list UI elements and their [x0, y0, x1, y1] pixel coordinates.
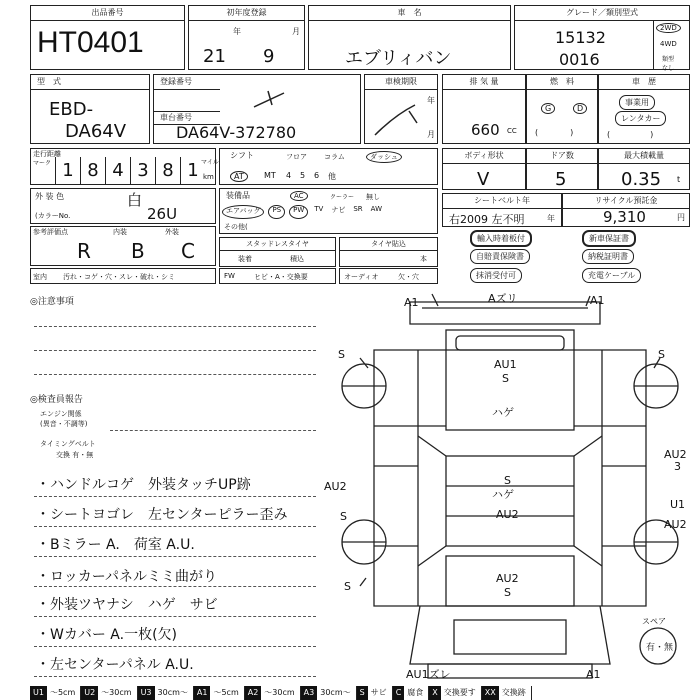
doc-import-plate: 輸入時着板付: [470, 230, 532, 247]
displacement-label: 排 気 量: [443, 75, 525, 90]
history-rental: レンタカー: [615, 111, 666, 126]
legend-value: ～5cm: [210, 686, 244, 700]
audio-options: 欠・穴: [398, 273, 419, 281]
equip-ps: PS: [268, 205, 285, 219]
grade-label: グレード／類別型式: [515, 6, 689, 21]
model-code: 0016: [559, 50, 600, 69]
report-text: ・シートヨゴレ 左センターピラー歪み: [36, 507, 288, 523]
fuel-diesel: D: [573, 103, 587, 114]
color-code: 26U: [147, 205, 178, 223]
audio-label: オーディオ: [344, 273, 379, 281]
damage-legend: [30, 686, 700, 700]
tire-unit: 本: [420, 255, 427, 263]
notes-title: ◎注意事項: [30, 297, 74, 307]
shift-mt: MT: [264, 171, 276, 180]
timing-options: 交換 有・無: [56, 451, 94, 459]
recycle-box: [562, 193, 690, 227]
equip-aw: AW: [370, 205, 382, 213]
note-line: [110, 430, 316, 431]
drive-column: [653, 20, 690, 70]
mileage-label: 走行距離: [33, 150, 61, 158]
mark-mid-s: S: [504, 474, 511, 487]
legend-key: U2: [81, 686, 98, 700]
color-code-label: (カラーNo.: [35, 212, 71, 220]
body-type: V: [477, 169, 490, 190]
displacement-unit: CC: [507, 127, 517, 135]
inspection-month-unit: 月: [427, 130, 435, 139]
body-type-label: ボディ形状: [443, 149, 525, 164]
engine-sub: (異音・不調等): [40, 420, 88, 428]
history-blank: ( ): [607, 130, 654, 139]
studless-mounted: 装着: [238, 255, 252, 263]
registration-label: 登録番号: [154, 75, 220, 90]
note-line: [34, 374, 316, 375]
report-line: [34, 676, 316, 677]
equip-sr: SR: [353, 205, 363, 213]
legend-value: 30cm～: [155, 686, 194, 700]
equip-airbag: エアバッグ: [222, 205, 264, 219]
color-box: [30, 188, 216, 224]
equip-none: 無し: [366, 193, 380, 201]
lot-number: HT0401: [37, 26, 144, 59]
inspection-box: [364, 74, 438, 144]
registration-month: 9: [263, 46, 275, 67]
mark-right-3: 3: [674, 460, 681, 473]
legend-key: S: [357, 686, 368, 700]
studless-label: スタッドレスタイヤ: [220, 238, 335, 251]
registration-year: 21: [203, 46, 226, 67]
seatbelt-unit: 年: [547, 214, 555, 223]
car-name-box: [308, 5, 511, 70]
recycle-unit: 円: [677, 213, 685, 222]
doors-value: 5: [555, 169, 567, 190]
mark-roof-au1: AU1: [494, 358, 517, 371]
history-label: 車 歴: [599, 75, 689, 90]
mileage-digit: 1: [180, 157, 205, 185]
interior-score: B: [131, 239, 145, 263]
tire-box: [339, 237, 438, 267]
legend-key: U3: [138, 686, 155, 700]
model-type-box: [30, 74, 150, 144]
legend-value: ～5cm: [47, 686, 81, 700]
shift-floor: フロア: [286, 153, 307, 161]
front-bumper-outline: [410, 302, 600, 324]
seatbelt-box: [442, 193, 562, 227]
meter-mark-label: マーク: [33, 160, 52, 167]
room-options: 汚れ・コゲ・穴・スレ・破れ・シミ: [63, 273, 175, 281]
report-line: [34, 496, 316, 497]
equip-cooler: クーラー: [330, 194, 355, 201]
evaluation-label: 参考評価点: [33, 228, 68, 236]
lot-number-box: [30, 5, 185, 70]
exterior-score: C: [181, 239, 195, 263]
exterior-label: 外装: [165, 228, 179, 236]
mark-bottom-au2: AU2: [496, 572, 519, 585]
model-type-2: DA64V: [65, 121, 127, 142]
seatbelt-value: 右2009 左不明: [449, 213, 525, 226]
mileage-digit: 4: [105, 157, 130, 185]
audio-box: [339, 268, 438, 284]
legend-key: C: [393, 686, 405, 700]
equip-other: その他(: [224, 223, 248, 231]
equipment-row: [220, 205, 386, 219]
tire-label: タイヤ貼込: [340, 238, 437, 251]
mark-left-au2: AU2: [324, 480, 347, 493]
displacement-box: [442, 74, 526, 144]
equipment-box: [219, 188, 438, 234]
displacement-value: 660: [471, 121, 500, 139]
fuel-box: [526, 74, 598, 144]
mark-bottom-s: S: [504, 586, 511, 599]
mark-right-au2-bot: AU2: [664, 518, 687, 531]
vehicle-diagram: [320, 286, 700, 686]
mark-roof-sub: ハゲ: [492, 406, 514, 419]
mileage-unit-km: km: [203, 173, 214, 181]
fw-label: FW: [224, 272, 235, 280]
report-line: [34, 646, 316, 647]
chassis-number: DA64V-372780: [176, 123, 297, 142]
timing-label: タイミングベルト: [40, 440, 96, 448]
shift-box: [219, 148, 438, 185]
registration-box: [153, 74, 361, 144]
drive-other: 類型 なし: [662, 56, 675, 72]
shift-4: 4: [286, 171, 292, 180]
engine-label: エンジン関係: [40, 410, 82, 418]
fuel-gasoline: G: [541, 103, 555, 114]
mark-top-center: Aズリ: [488, 292, 518, 305]
cabin-outline: [446, 456, 574, 546]
doc-warranty: 新車保証書: [582, 230, 636, 247]
max-load: 0.35: [621, 169, 662, 190]
equipment-label: 装備品: [226, 191, 250, 200]
report-text: ・外装ツヤナシ ハゲ サビ: [36, 597, 218, 613]
interior-label: 内装: [113, 228, 127, 236]
mark-tr-s: S: [658, 348, 665, 361]
spare-options: 有・無: [646, 643, 674, 653]
model-type-label: 型 式: [31, 75, 149, 90]
mileage-digit: 1: [55, 157, 80, 185]
note-line: [34, 350, 316, 351]
body-type-box: [442, 148, 526, 190]
legend-key: A1: [194, 686, 211, 700]
car-name: エブリィバン: [345, 48, 452, 69]
lot-number-label: 出品番号: [31, 6, 184, 21]
fuel-blank: ( ): [535, 128, 574, 137]
shift-at: AT: [230, 171, 248, 182]
report-title: ◎検査員報告: [30, 395, 83, 405]
recycle-label: リサイクル預託金: [563, 194, 689, 209]
mark-mid-sub: ハゲ: [492, 488, 514, 501]
max-load-box: [598, 148, 690, 190]
legend-value: 交換跡: [499, 686, 532, 700]
report-text: ・ロッカーパネルミミ曲がり: [36, 569, 218, 585]
report-text: ・左センターパネル A.U.: [36, 657, 194, 673]
evaluation-score: R: [77, 239, 91, 263]
mark-bottom-right: A1: [586, 668, 601, 681]
mark-top-left: A1: [404, 296, 419, 309]
legend-value: 腐食: [404, 686, 429, 700]
mileage-digit: 8: [155, 157, 180, 185]
shift-other: 他: [328, 172, 336, 181]
seatbelt-label: シートベルト年: [443, 194, 561, 209]
spare-label: スペア: [642, 617, 666, 626]
mark-mid-au2: AU2: [496, 508, 519, 521]
mark-tl-s: S: [338, 348, 345, 361]
report-text: ・Wカバー A.一枚(欠): [36, 627, 177, 643]
recycle-value: 9,310: [603, 208, 646, 226]
studless-box: [219, 237, 336, 267]
legend-value: 交換要す: [441, 686, 482, 700]
report-line: [34, 556, 316, 557]
shift-dash: ダッシュ: [366, 151, 402, 163]
fw-options: ヒビ・A・交換要: [254, 273, 308, 281]
legend-value: ～30cm: [98, 686, 137, 700]
inspection-label: 車検期限: [365, 75, 437, 90]
fw-box: [219, 268, 336, 284]
mileage-digit: 8: [80, 157, 105, 185]
note-line: [34, 326, 316, 327]
legend-key: A3: [301, 686, 318, 700]
mileage-box: [30, 148, 219, 185]
legend-value: サビ: [368, 686, 393, 700]
shift-column: コラム: [324, 153, 345, 161]
doc-insurance: 自賠責保険書: [470, 249, 530, 264]
equip-pw: PW: [289, 205, 308, 219]
car-name-label: 車 名: [309, 6, 510, 21]
legend-value: 30cm～: [317, 686, 356, 700]
first-registration-label: 初年度登録: [189, 6, 304, 21]
grade-code: 15132: [555, 28, 606, 47]
model-type-1: EBD-: [49, 99, 94, 120]
color-label: 外 装 色: [35, 192, 65, 201]
drive-2wd: 2WD: [656, 23, 681, 33]
shift-6: 6: [314, 171, 320, 180]
equip-navi: ナビ: [331, 206, 346, 214]
legend-key: A2: [245, 686, 262, 700]
legend-value: ～30cm: [261, 686, 300, 700]
max-load-label: 最大積載量: [599, 149, 689, 164]
registration-strike-icon: [154, 75, 362, 111]
mileage-unit-mile: マイル: [201, 159, 219, 166]
room-label: 室内: [33, 273, 47, 281]
mark-bottom-left: AU1ズレ: [406, 668, 451, 681]
shift-label: シフト: [230, 151, 254, 160]
fuel-label: 燃 料: [527, 75, 597, 90]
history-business: 事業用: [619, 95, 655, 110]
doc-cancel: 抹消受付可: [470, 268, 522, 283]
mark-left-s: S: [340, 510, 347, 523]
evaluation-box: [30, 226, 216, 266]
report-text: ・ハンドルコゲ 外装タッチUP跡: [36, 477, 251, 493]
equip-ac: AC: [290, 191, 308, 201]
mileage-digits: [55, 157, 205, 185]
color-value: 白: [127, 191, 143, 209]
shift-5: 5: [300, 171, 306, 180]
documents-box: [442, 228, 690, 284]
doors-box: [526, 148, 598, 190]
month-unit: 月: [292, 27, 300, 36]
inspection-strike-icon: [365, 75, 439, 145]
mileage-digit: 3: [130, 157, 155, 185]
legend-key: U1: [30, 686, 47, 700]
grade-box: [514, 5, 690, 70]
chassis-number-label: 車台番号: [154, 111, 220, 125]
year-unit: 年: [233, 27, 241, 36]
history-box: [598, 74, 690, 144]
mark-roof-s: S: [502, 372, 509, 385]
studless-loaded: 積込: [290, 255, 304, 263]
legend-key: X: [429, 686, 440, 700]
max-load-unit: t: [677, 175, 681, 184]
report-text: ・Bミラー A. 荷室 A.U.: [36, 537, 195, 553]
report-line: [34, 526, 316, 527]
doc-tax: 納税証明書: [582, 249, 634, 264]
equip-tv: TV: [314, 205, 324, 213]
mark-top-right: A1: [590, 294, 605, 307]
mark-bl-s: S: [344, 580, 351, 593]
inspection-year-unit: 年: [427, 96, 435, 105]
mark-right-u1: U1: [670, 498, 686, 511]
drive-4wd: 4WD: [660, 40, 677, 48]
doors-label: ドア数: [527, 149, 597, 164]
mark-right-au2-top: AU2: [664, 448, 687, 461]
legend-key: XX: [482, 686, 499, 700]
doc-charge-cable: 充電ケーブル: [582, 268, 641, 283]
first-registration-box: [188, 5, 305, 70]
report-line: [34, 586, 316, 587]
room-box: [30, 268, 216, 284]
report-line: [34, 616, 316, 617]
